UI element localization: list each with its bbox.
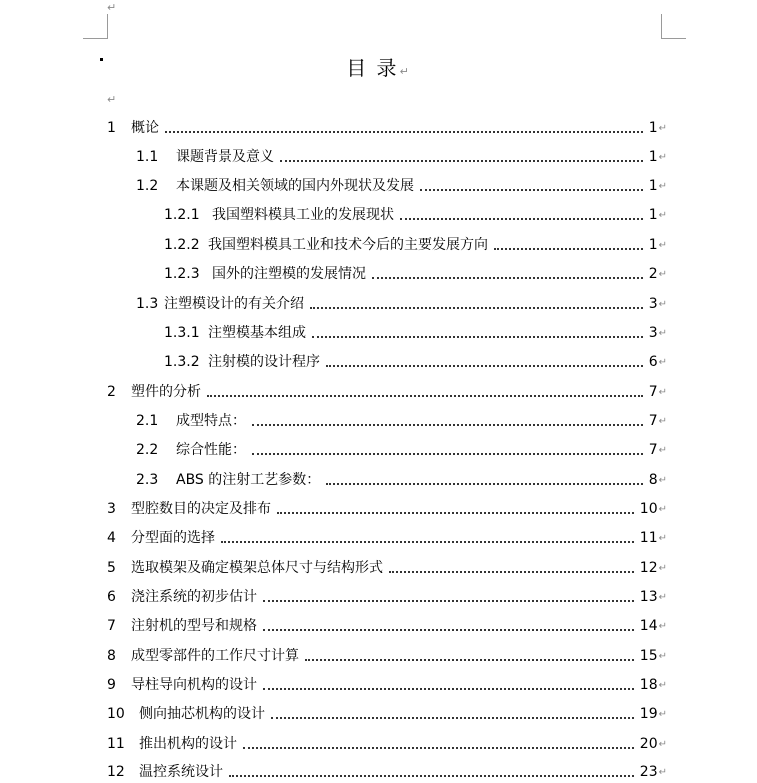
toc-entry-3[interactable]: 3 型腔数目的决定及排布 10 ↵ [107,501,667,517]
paragraph-mark-icon: ↵ [107,93,117,106]
toc-entry-10[interactable]: 10 侧向抽芯机构的设计 19 ↵ [107,706,667,722]
toc-entry-5[interactable]: 5 选取模架及确定模架总体尺寸与结构形式 12 ↵ [107,560,667,576]
toc-entry-1-2[interactable]: 1.2 本课题及相关领域的国内外现状及发展 1 ↵ [136,178,667,194]
page-title: 目 录↵ [346,56,411,80]
toc-entry-1-1[interactable]: 1.1 课题背景及意义 1 ↵ [136,149,667,165]
toc-entry-1-3-2[interactable]: 1.3.2 注射模的设计程序 6 ↵ [164,354,667,370]
toc-entry-9[interactable]: 9 导柱导向机构的设计 18 ↵ [107,677,667,693]
toc-entry-2-2[interactable]: 2.2 综合性能： 7 ↵ [136,442,667,458]
paragraph-mark-icon: ↵ [107,1,117,14]
toc-entry-7[interactable]: 7 注射机的型号和规格 14 ↵ [107,618,667,634]
toc-entry-1-2-3[interactable]: 1.2.3 国外的注塑模的发展情况 2 ↵ [164,266,667,282]
toc-entry-1-2-1[interactable]: 1.2.1 我国塑料模具工业的发展现状 1 ↵ [164,207,667,223]
toc-entry-11[interactable]: 11 推出机构的设计 20 ↵ [107,736,667,752]
paragraph-mark-icon: ↵ [399,65,411,78]
page-corner-mark-top-left [83,14,108,39]
toc-entry-6[interactable]: 6 浇注系统的初步估计 13 ↵ [107,589,667,605]
toc-entry-4[interactable]: 4 分型面的选择 11 ↵ [107,530,667,546]
toc-entry-2-3[interactable]: 2.3 ABS 的注射工艺参数： 8 ↵ [136,472,667,488]
toc-entry-1[interactable]: 1 概论 1 ↵ [107,120,667,136]
page-corner-mark-top-right [661,14,686,39]
toc-entry-8[interactable]: 8 成型零部件的工作尺寸计算 15 ↵ [107,648,667,664]
toc-entry-12[interactable]: 12 温控系统设计 23 ↵ [107,764,667,780]
toc-entry-1-3[interactable]: 1.3 注塑模设计的有关介绍 3 ↵ [136,296,667,312]
toc-entry-1-2-2[interactable]: 1.2.2 我国塑料模具工业和技术今后的主要发展方向 1 ↵ [164,237,667,253]
toc-entry-1-3-1[interactable]: 1.3.1 注塑模基本组成 3 ↵ [164,325,667,341]
toc-entry-2-1[interactable]: 2.1 成型特点： 7 ↵ [136,413,667,429]
toc-entry-2[interactable]: 2 塑件的分析 7 ↵ [107,384,667,400]
